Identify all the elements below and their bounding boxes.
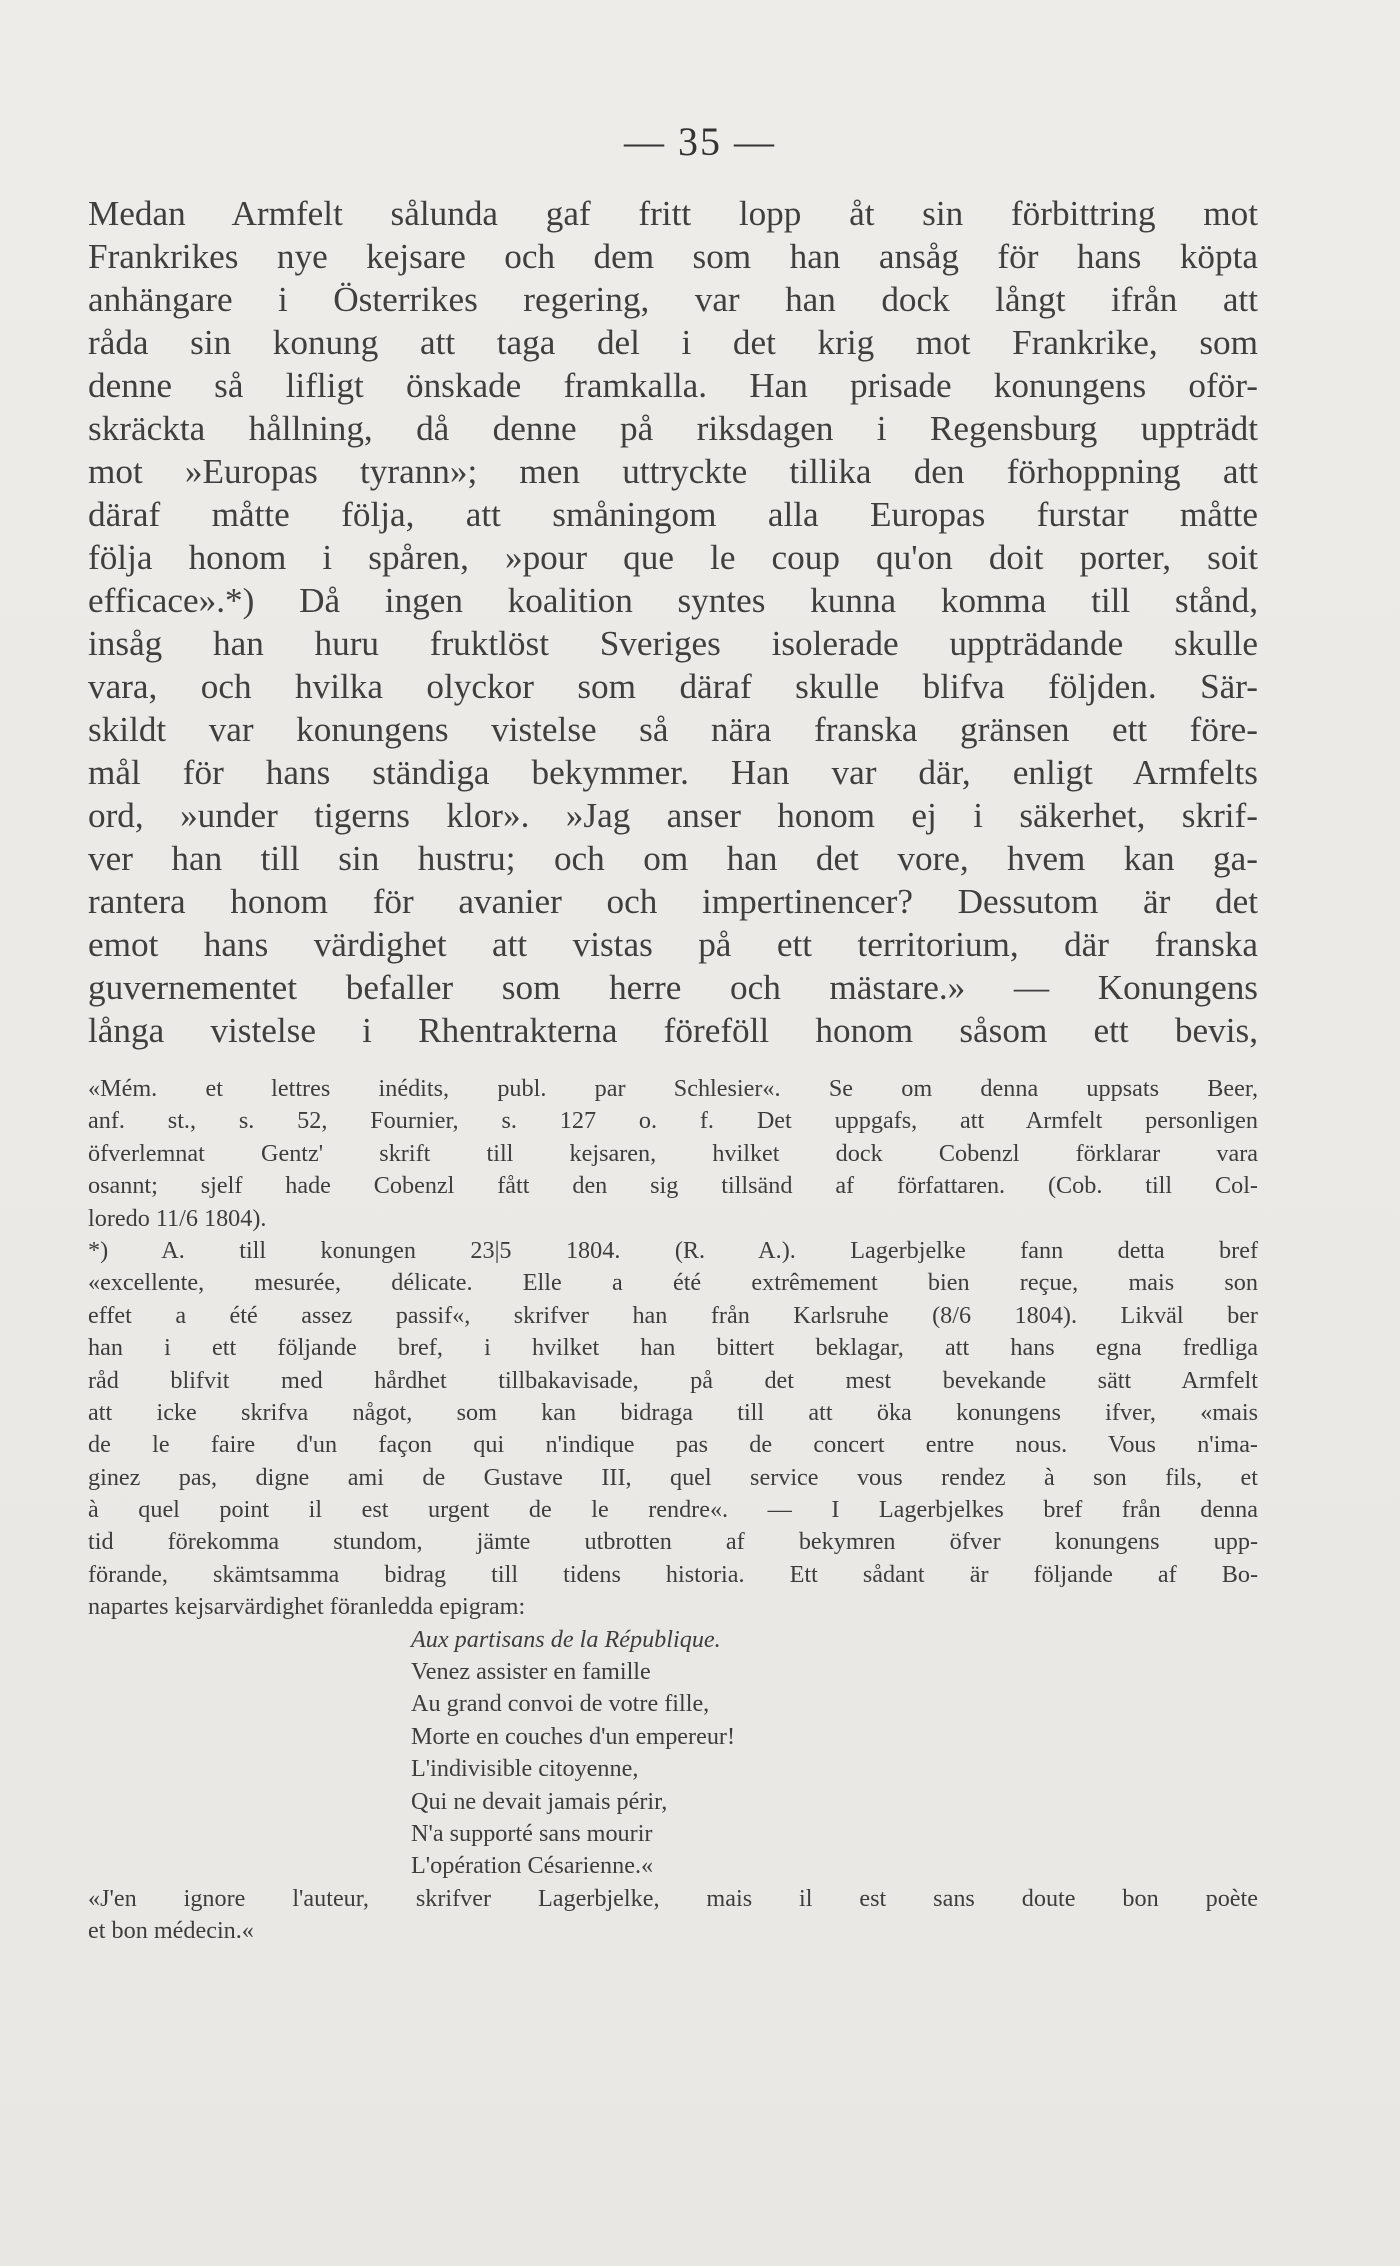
poem-line: L'opération Césarienne.« — [411, 1852, 654, 1880]
poem-line: Morte en couches d'un empereur! — [411, 1722, 736, 1750]
text-line: ver han till sin hustru; och om han det vore, hvem kan ga- — [88, 839, 1258, 878]
poem-title: Aux partisans de la République. — [411, 1625, 721, 1653]
poem-line: Au grand convoi de votre fille, — [411, 1690, 710, 1718]
footnote-line: effet a été assez passif«, skrifver han från Karlsruhe (8/6 1804). Likväl ber — [88, 1301, 1258, 1329]
text-line: insåg han huru fruktlöst Sveriges isolerade uppträdande skulle — [88, 624, 1258, 663]
footnote-line: ginez pas, digne ami de Gustave III, quel service vous rendez à son fils, et — [88, 1463, 1258, 1491]
text-line: råda sin konung att taga del i det krig mot Frankrike, som — [88, 323, 1258, 362]
poem-line: Venez assister en famille — [411, 1658, 651, 1686]
text-line: Medan Armfelt sålunda gaf fritt lopp åt sin förbittring mot — [88, 194, 1258, 233]
footnote-line: han i ett följande bref, i hvilket han bittert beklagar, att hans egna fredliga — [88, 1334, 1258, 1362]
footnote-line: att icke skrifva något, som kan bidraga till att öka konungens ifver, «mais — [88, 1398, 1258, 1426]
text-line: efficace».*) Då ingen koalition syntes kunna komma till stånd, — [88, 581, 1258, 620]
poem-line: L'indivisible citoyenne, — [411, 1755, 639, 1783]
poem-line: N'a supporté sans mourir — [411, 1819, 653, 1847]
footnote-line: «J'en ignore l'auteur, skrifver Lagerbjelke, mais il est sans doute bon poète — [88, 1884, 1258, 1912]
footnote-line: anf. st., s. 52, Fournier, s. 127 o. f. Det uppgafs, att Armfelt personligen — [88, 1107, 1258, 1135]
footnote-line: råd blifvit med hårdhet tillbakavisade, på det mest bevekande sätt Armfelt — [88, 1366, 1258, 1394]
footnote-line: öfverlemnat Gentz' skrift till kejsaren, hvilket dock Cobenzl förklarar vara — [88, 1139, 1258, 1167]
poem-line: Qui ne devait jamais périr, — [411, 1787, 668, 1815]
footnote-line: osannt; sjelf hade Cobenzl fått den sig tillsänd af författaren. (Cob. till Col- — [88, 1172, 1258, 1200]
footnote-line: tid förekomma stundom, jämte utbrotten af bekymren öfver konungens upp- — [88, 1528, 1258, 1556]
text-line: däraf måtte följa, att småningom alla Europas furstar måtte — [88, 495, 1258, 534]
footnote-line: *) A. till konungen 23|5 1804. (R. A.). Lagerbjelke fann detta bref — [88, 1236, 1258, 1264]
footnote-line: et bon médecin.« — [88, 1917, 254, 1945]
footnote-line: «excellente, mesurée, délicate. Elle a été extrêmement bien reçue, mais son — [88, 1269, 1258, 1297]
footnote-line: förande, skämtsamma bidrag till tidens historia. Ett sådant är följande af Bo- — [88, 1560, 1258, 1588]
text-line: denne så lifligt önskade framkalla. Han prisade konungens oför- — [88, 366, 1258, 405]
footnote-line: loredo 11/6 1804). — [88, 1204, 267, 1232]
main-text — [88, 192, 1258, 1052]
text-line: emot hans värdighet att vistas på ett territorium, där franska — [88, 925, 1258, 964]
text-line: Frankrikes nye kejsare och dem som han ansåg för hans köpta — [88, 237, 1258, 276]
text-line: vara, och hvilka olyckor som däraf skulle blifva följden. Sär- — [88, 667, 1258, 706]
footnote-line: à quel point il est urgent de le rendre«. — I Lagerbjelkes bref från denna — [88, 1496, 1258, 1524]
footnote-line: napartes kejsarvärdighet föranledda epigram: — [88, 1593, 526, 1621]
text-line: guvernementet befaller som herre och mästare.» — Konungens — [88, 968, 1258, 1007]
footnotes — [88, 1073, 1258, 1948]
footnote-line: «Mém. et lettres inédits, publ. par Schlesier«. Se om denna uppsats Beer, — [88, 1075, 1258, 1102]
text-line: mot »Europas tyrann»; men uttryckte tillika den förhoppning att — [88, 452, 1258, 491]
text-line: rantera honom för avanier och impertinencer? Dessutom är det — [88, 882, 1258, 921]
text-line: skräckta hållning, då denne på riksdagen i Regensburg uppträdt — [88, 409, 1258, 448]
text-line: anhängare i Österrikes regering, var han dock långt ifrån att — [88, 280, 1258, 319]
text-line: mål för hans ständiga bekymmer. Han var där, enligt Armfelts — [88, 753, 1258, 792]
page-number: — 35 — — [624, 119, 776, 164]
text-line: långa vistelse i Rhentrakterna föreföll honom såsom ett bevis, — [88, 1011, 1258, 1050]
text-line: skildt var konungens vistelse så nära franska gränsen ett före- — [88, 710, 1258, 749]
text-line: ord, »under tigerns klor». »Jag anser honom ej i säkerhet, skrif- — [88, 796, 1258, 835]
text-line: följa honom i spåren, »pour que le coup qu'on doit porter, soit — [88, 538, 1258, 577]
footnote-line: de le faire d'un façon qui n'indique pas de concert entre nous. Vous n'ima- — [88, 1431, 1258, 1459]
